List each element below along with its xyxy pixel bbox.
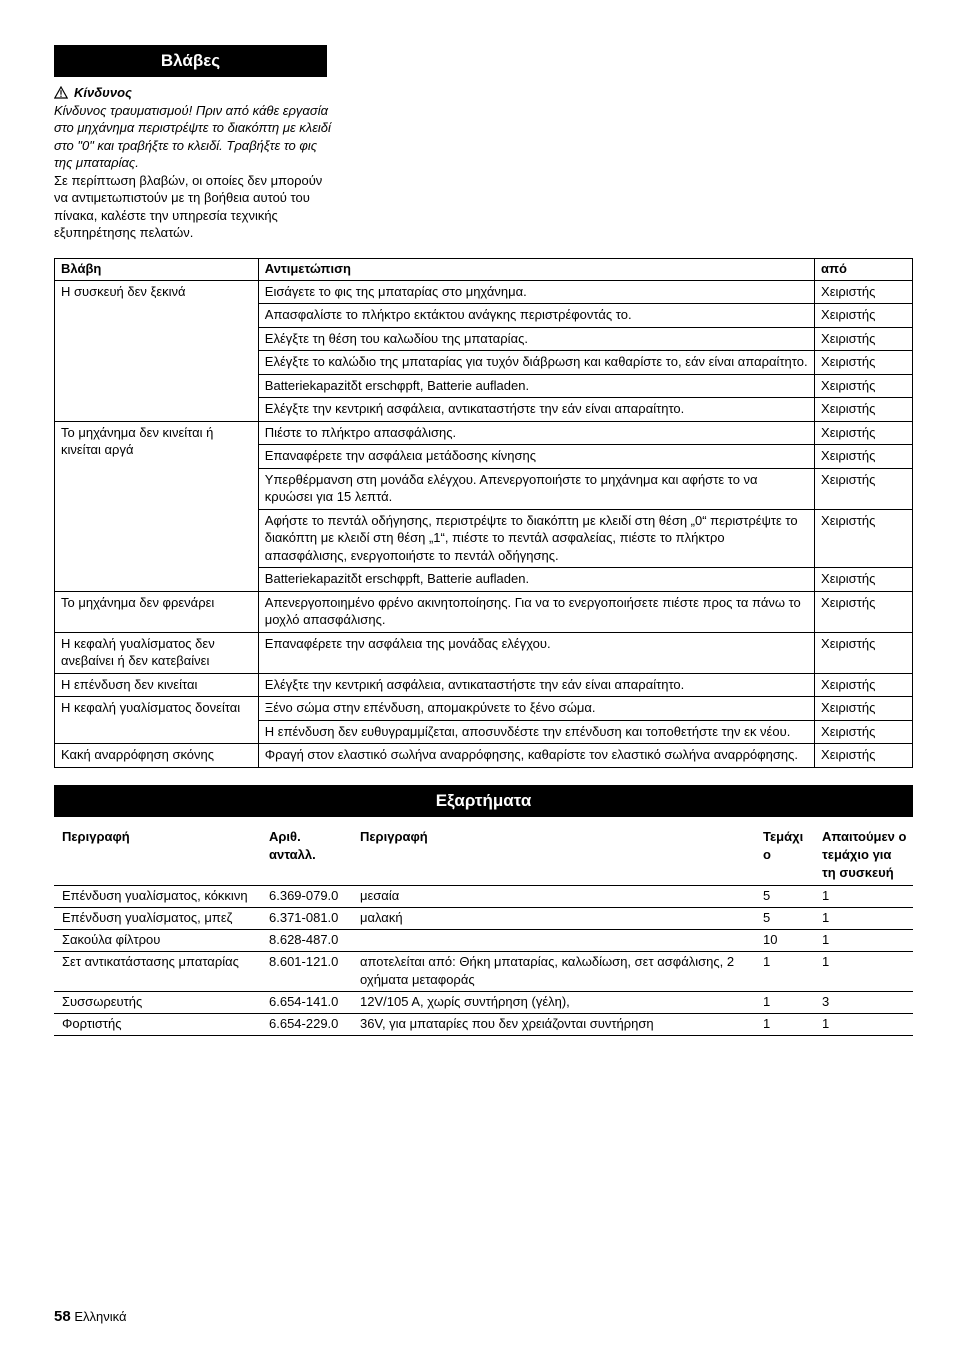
col-remedy-header: Αντιμετώπιση (258, 259, 814, 281)
warning-triangle-icon (54, 86, 68, 99)
part-name-cell: Επένδυση γυαλίσματος, κόκκινη (54, 886, 261, 908)
part-required-cell: 1 (814, 908, 913, 930)
remedy-cell: Επαναφέρετε την ασφάλεια μετάδοσης κίνησης (258, 445, 814, 469)
fault-cell: Η επένδυση δεν κινείται (55, 673, 259, 697)
fault-cell: Το μηχάνημα δεν φρενάρει (55, 591, 259, 632)
table-row (55, 280, 913, 304)
parts-body (54, 886, 913, 1036)
table-row (55, 744, 913, 768)
by-cell: Χειριστής (815, 744, 913, 768)
faults-body (55, 280, 913, 767)
by-cell: Χειριστής (815, 280, 913, 304)
part-number-cell: 8.601-121.0 (261, 952, 352, 992)
by-cell: Χειριστής (815, 351, 913, 375)
part-qty-cell: 1 (755, 952, 814, 992)
parts-table (54, 825, 913, 1036)
by-cell: Χειριστής (815, 304, 913, 328)
remedy-cell: Batteriekapazitδt erschφpft, Batterie aufladen. (258, 568, 814, 592)
table-row (54, 930, 913, 952)
part-desc-cell (352, 930, 755, 952)
table-row (54, 1014, 913, 1036)
part-qty-cell: 1 (755, 992, 814, 1014)
fault-cell: Η συσκευή δεν ξεκινά (55, 280, 259, 421)
col-qty-header: Τεμάχι ο (755, 825, 814, 886)
by-cell: Χειριστής (815, 374, 913, 398)
part-number-cell: 6.371-081.0 (261, 908, 352, 930)
part-name-cell: Επένδυση γυαλίσματος, μπεζ (54, 908, 261, 930)
table-row (54, 992, 913, 1014)
remedy-cell: Απασφαλίστε το πλήκτρο εκτάκτου ανάγκης περιστρέφοντάς το. (258, 304, 814, 328)
faults-table (54, 258, 913, 768)
warning-title-text: Κίνδυνος (74, 85, 132, 100)
parts-header-row (54, 825, 913, 886)
table-row (55, 697, 913, 721)
col-by-header: από (815, 259, 913, 281)
part-required-cell: 3 (814, 992, 913, 1014)
faults-heading: Βλάβες (54, 45, 327, 77)
by-cell: Χειριστής (815, 468, 913, 509)
intro-text: Σε περίπτωση βλαβών, οι οποίες δεν μπορούν να αντιμετωπιστούν με τη βοήθεια αυτού του πίνακα, καλέστε την υπηρεσία τεχνικής εξυπηρέτησης πελατών. (54, 172, 323, 240)
part-desc-cell: 12V/105 A, χωρίς συντήρηση (γέλη), (352, 992, 755, 1014)
table-row (55, 591, 913, 632)
part-name-cell: Σακούλα φίλτρου (54, 930, 261, 952)
table-row (55, 421, 913, 445)
by-cell: Χειριστής (815, 591, 913, 632)
remedy-cell: Batteriekapazitδt erschφpft, Batterie aufladen. (258, 374, 814, 398)
fault-cell: Η κεφαλή γυαλίσματος δονείται (55, 697, 259, 744)
col-name-header: Περιγραφή (54, 825, 261, 886)
by-cell: Χειριστής (815, 421, 913, 445)
table-row (55, 673, 913, 697)
faults-header-row (55, 259, 913, 281)
by-cell: Χειριστής (815, 327, 913, 351)
by-cell: Χειριστής (815, 398, 913, 422)
fault-cell: Το μηχάνημα δεν κινείται ή κινείται αργά (55, 421, 259, 591)
parts-heading: Εξαρτήματα (54, 785, 913, 817)
table-row (54, 886, 913, 908)
by-cell: Χειριστής (815, 568, 913, 592)
by-cell: Χειριστής (815, 673, 913, 697)
part-name-cell: Συσσωρευτής (54, 992, 261, 1014)
part-qty-cell: 10 (755, 930, 814, 952)
part-required-cell: 1 (814, 1014, 913, 1036)
part-number-cell: 6.654-229.0 (261, 1014, 352, 1036)
remedy-cell: Ελέγξτε το καλώδιο της μπαταρίας για τυχόν διάβρωση και καθαρίστε το, εάν είναι απαραίτητο. (258, 351, 814, 375)
warning-text: Κίνδυνος τραυματισμού! Πριν από κάθε εργασία στο μηχάνημα περιστρέψτε το διακόπτη με κλειδί στο "0" και τραβήξτε το κλειδί. Τραβήξτε το φις της μπαταρίας. (54, 102, 331, 170)
part-desc-cell: μαλακή (352, 908, 755, 930)
footer-language: Ελληνικά (74, 1309, 127, 1324)
remedy-cell: Επαναφέρετε την ασφάλεια της μονάδας ελέγχου. (258, 632, 814, 673)
part-name-cell: Σετ αντικατάστασης μπαταρίας (54, 952, 261, 992)
part-name-cell: Φορτιστής (54, 1014, 261, 1036)
warning-title (54, 84, 332, 102)
remedy-cell: Απενεργοποιημένο φρένο ακινητοποίησης. Για να το ενεργοποιήσετε πιέστε προς τα πάνω το μοχλό απασφάλισης. (258, 591, 814, 632)
by-cell: Χειριστής (815, 632, 913, 673)
part-number-cell: 6.369-079.0 (261, 886, 352, 908)
remedy-cell: Υπερθέρμανση στη μονάδα ελέγχου. Απενεργοποιήστε το μηχάνημα και αφήστε το να κρυώσει για 15 λεπτά. (258, 468, 814, 509)
by-cell: Χειριστής (815, 697, 913, 721)
part-qty-cell: 5 (755, 886, 814, 908)
part-desc-cell: αποτελείται από: Θήκη μπαταρίας, καλωδίωση, σετ ασφάλισης, 2 οχήματα μεταφοράς (352, 952, 755, 992)
part-required-cell: 1 (814, 930, 913, 952)
remedy-cell: Ξένο σώμα στην επένδυση, απομακρύνετε το ξένο σώμα. (258, 697, 814, 721)
by-cell: Χειριστής (815, 445, 913, 469)
part-desc-cell: μεσαία (352, 886, 755, 908)
col-required-header: Απαιτούμεν ο τεμάχιο για τη συσκευή (814, 825, 913, 886)
remedy-cell: Ελέγξτε τη θέση του καλωδίου της μπαταρίας. (258, 327, 814, 351)
remedy-cell: Πιέστε το πλήκτρο απασφάλισης. (258, 421, 814, 445)
col-partno-header: Αριθ. ανταλλ. (261, 825, 352, 886)
fault-cell: Η κεφαλή γυαλίσματος δεν ανεβαίνει ή δεν κατεβαίνει (55, 632, 259, 673)
part-number-cell: 8.628-487.0 (261, 930, 352, 952)
col-fault-header: Βλάβη (55, 259, 259, 281)
remedy-cell: Φραγή στον ελαστικό σωλήνα αναρρόφησης, καθαρίστε τον ελαστικό σωλήνα αναρρόφησης. (258, 744, 814, 768)
remedy-cell: Αφήστε το πεντάλ οδήγησης, περιστρέψτε το διακόπτη με κλειδί στη θέση „0“ περιστρέψτε το διακόπτη με κλειδί στη θέση „1“, πιέστε το πεντάλ ασφαλείας, πιέστε το πλήκτρο απασφάλισης, ενεργοποιήστε το πεντάλ οδήγησης. (258, 509, 814, 568)
remedy-cell: Ελέγξτε την κεντρική ασφάλεια, αντικαταστήστε την εάν είναι απαραίτητο. (258, 398, 814, 422)
by-cell: Χειριστής (815, 509, 913, 568)
table-row (54, 952, 913, 992)
part-required-cell: 1 (814, 886, 913, 908)
part-qty-cell: 5 (755, 908, 814, 930)
table-row (54, 908, 913, 930)
part-number-cell: 6.654-141.0 (261, 992, 352, 1014)
warning-block (54, 84, 332, 242)
remedy-cell: Εισάγετε το φις της μπαταρίας στο μηχάνημα. (258, 280, 814, 304)
table-row (55, 632, 913, 673)
part-desc-cell: 36V, για μπαταρίες που δεν χρειάζονται συντήρηση (352, 1014, 755, 1036)
page-number: 58 (54, 1308, 71, 1325)
part-qty-cell: 1 (755, 1014, 814, 1036)
col-desc-header: Περιγραφή (352, 825, 755, 886)
part-required-cell: 1 (814, 952, 913, 992)
fault-cell: Κακή αναρρόφηση σκόνης (55, 744, 259, 768)
by-cell: Χειριστής (815, 720, 913, 744)
remedy-cell: Ελέγξτε την κεντρική ασφάλεια, αντικαταστήστε την εάν είναι απαραίτητο. (258, 673, 814, 697)
remedy-cell: Η επένδυση δεν ευθυγραμμίζεται, αποσυνδέστε την επένδυση και τοποθετήστε την εκ νέου. (258, 720, 814, 744)
page-footer (54, 1308, 126, 1325)
